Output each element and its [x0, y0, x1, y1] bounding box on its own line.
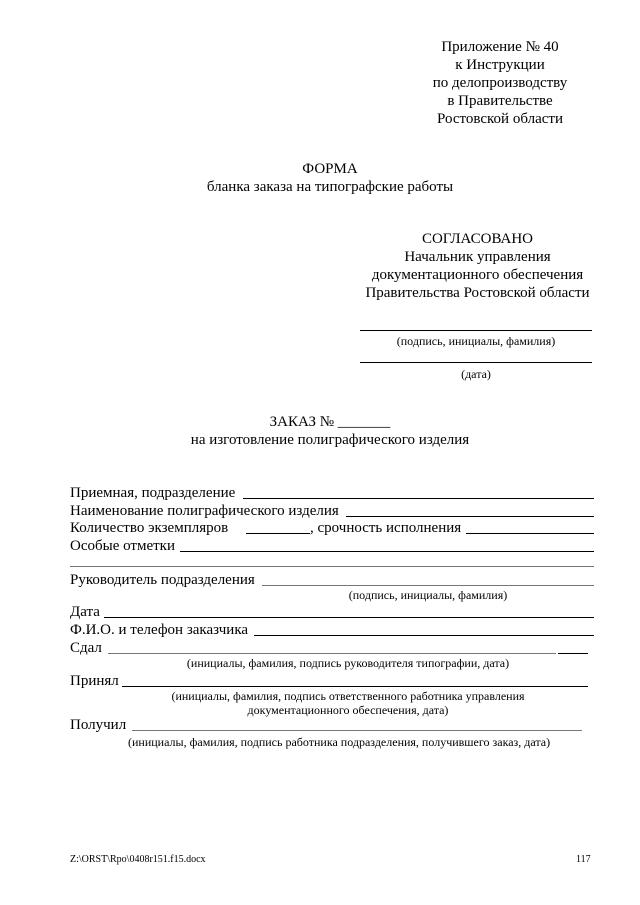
field-notes-line[interactable]	[180, 551, 594, 552]
approval-signature-line[interactable]	[360, 330, 592, 331]
form-heading	[130, 160, 530, 196]
approval-date-caption: (дата)	[461, 367, 491, 381]
approval-block	[355, 230, 600, 302]
field-department-label: Приемная, подразделение	[70, 485, 236, 501]
approval-signature-caption: (подпись, инициалы, фамилия)	[396, 334, 556, 348]
field-date-label: Дата	[70, 604, 100, 620]
field-urgency-line[interactable]	[466, 533, 594, 534]
footer-page-number: 117	[576, 854, 591, 865]
field-handed-line-end[interactable]	[558, 653, 588, 654]
field-received-label: Получил	[70, 717, 127, 733]
field-accepted-label: Принял	[70, 673, 119, 689]
field-copies-line[interactable]	[246, 533, 310, 534]
form-title: ФОРМА	[302, 161, 358, 177]
field-customer-label: Ф.И.О. и телефон заказчика	[70, 622, 249, 638]
field-notes-label: Особые отметки	[70, 538, 175, 554]
field-received-line[interactable]	[132, 730, 582, 731]
appendix-line: Ростовской области	[437, 111, 563, 127]
field-handed-caption: (инициалы, фамилия, подпись руководителя типографии, дата)	[186, 656, 510, 670]
approval-line: Начальник управления	[404, 249, 551, 265]
order-heading	[130, 413, 530, 449]
approval-line: документационного обеспечения	[371, 267, 584, 283]
field-copies-label: Количество экземпляров	[70, 520, 229, 536]
footer-file-path: Z:\ORST\Rpo\0408r151.f15.docx	[70, 854, 206, 865]
appendix-block	[420, 38, 580, 128]
field-date-line[interactable]	[104, 617, 594, 618]
field-head-caption: (подпись, инициалы, фамилия)	[348, 588, 508, 602]
approval-line: Правительства Ростовской области	[365, 285, 590, 301]
field-accepted-line[interactable]	[122, 686, 588, 687]
field-accepted-caption-2: документационного обеспечения, дата)	[247, 703, 449, 717]
field-received-caption: (инициалы, фамилия, подпись работника подразделения, получившего заказ, дата)	[128, 735, 551, 749]
field-head-line[interactable]	[262, 585, 594, 586]
appendix-line: по делопроизводству	[432, 75, 568, 91]
form-subtitle: бланка заказа на типографские работы	[206, 179, 454, 195]
field-department-line[interactable]	[243, 498, 594, 499]
appendix-line: к Инструкции	[455, 57, 545, 73]
field-product-label: Наименование полиграфического изделия	[70, 503, 339, 519]
field-accepted-caption-1: (инициалы, фамилия, подпись ответственного работника управления	[171, 689, 525, 703]
field-product-line[interactable]	[346, 516, 594, 517]
field-urgency-label: , срочность исполнения	[310, 520, 462, 536]
order-title: ЗАКАЗ № _______	[269, 414, 391, 430]
appendix-line: Приложение № 40	[441, 39, 559, 55]
field-notes-line-2[interactable]	[70, 566, 594, 567]
appendix-line: в Правительстве	[447, 93, 553, 109]
field-handed-line[interactable]	[108, 653, 556, 654]
field-customer-line[interactable]	[254, 635, 594, 636]
approval-date-line[interactable]	[360, 362, 592, 363]
approval-title: СОГЛАСОВАНО	[421, 231, 534, 247]
order-subtitle: на изготовление полиграфического изделия	[190, 432, 470, 448]
field-handed-label: Сдал	[70, 640, 102, 656]
field-head-label: Руководитель подразделения	[70, 572, 255, 588]
